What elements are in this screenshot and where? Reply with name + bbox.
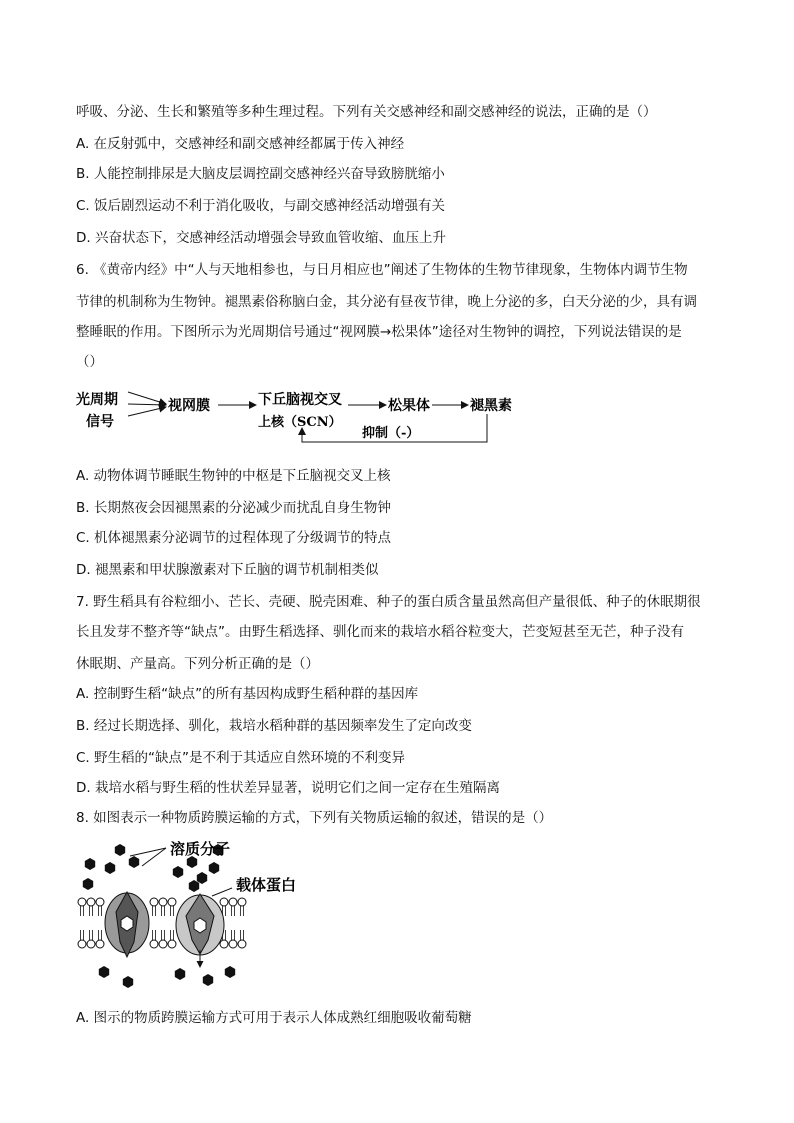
q7-stem-line-2: 长且发芽不整齐等“缺点”。由野生稻选择、驯化而来的栽培水稻谷粒变大，芒变短甚至无芒，种子没有: [76, 624, 684, 640]
q8-stem: 8. 如图表示一种物质跨膜运输的方式，下列有关物质运输的叙述，错误的是（）: [76, 810, 553, 826]
carrier-protein-2: [176, 894, 224, 967]
photoperiod-diagram: [72, 380, 532, 450]
scn-label-1: 下丘脑视交叉: [258, 392, 342, 408]
q7-option-b: B. 经过长期选择、驯化，栽培水稻种群的基因频率发生了定向改变: [76, 718, 472, 734]
q6-option-b: B. 长期熬夜会因褪黑素的分泌减少而扰乱自身生物钟: [76, 500, 391, 516]
signal-label-2: 信号: [86, 414, 114, 430]
q7-stem-line-1: 7. 野生稻具有谷粒细小、芒长、壳硬、脱壳困难、种子的蛋白质含量虽然高但产量很低、种子的休眠期很: [76, 594, 701, 610]
q7-option-d: D. 栽培水稻与野生稻的性状差异显著，说明它们之间一定存在生殖隔离: [76, 780, 500, 796]
carrier-label: 载体蛋白: [236, 876, 297, 894]
membrane-transport-diagram: [72, 832, 332, 992]
q5-option-d: D. 兴奋状态下，交感神经活动增强会导致血管收缩、血压上升: [76, 230, 446, 246]
q7-option-a: A. 控制野生稻“缺点”的所有基因构成野生稻种群的基因库: [76, 686, 419, 702]
q5-option-c: C. 饭后剧烈运动不利于消化吸收，与副交感神经活动增强有关: [76, 198, 446, 214]
q6-stem-line-1: 6. 《黄帝内经》中“人与天地相参也，与日月相应也”阐述了生物体的生物节律现象，生物体内调节生物: [76, 262, 688, 278]
signal-label-1: 光周期: [76, 392, 118, 408]
q6-stem-line-3: 整睡眠的作用。下图所示为光周期信号通过“视网膜→松果体”途径对生物钟的调控，下列说法错误的是: [76, 324, 682, 340]
solute-label: 溶质分子: [170, 840, 231, 858]
carrier-protein-1: [105, 892, 149, 957]
retina-label: 视网膜: [168, 398, 210, 414]
q6-stem-line-4: （）: [76, 354, 103, 370]
inhibit-label: 抑制（-）: [362, 426, 420, 441]
q5-stem: 呼吸、分泌、生长和繁殖等多种生理过程。下列有关交感神经和副交感神经的说法，正确的是（）: [76, 104, 657, 120]
q6-option-c: C. 机体褪黑素分泌调节的过程体现了分级调节的特点: [76, 530, 392, 546]
q7-option-c: C. 野生稻的“缺点”是不利于其适应自然环境的不利变异: [76, 750, 405, 766]
q6-option-a: A. 动物体调节睡眠生物钟的中枢是下丘脑视交叉上核: [76, 468, 391, 484]
q6-option-d: D. 褪黑素和甲状腺激素对下丘脑的调节机制相类似: [76, 562, 379, 578]
q5-option-b: B. 人能控制排尿是大脑皮层调控副交感神经兴奋导致膀胱缩小: [76, 166, 445, 182]
q7-stem-line-3: 休眠期、产量高。下列分析正确的是（）: [76, 656, 319, 672]
scn-label-2: 上核（SCN）: [258, 415, 342, 430]
q8-option-a: A. 图示的物质跨膜运输方式可用于表示人体成熟红细胞吸收葡萄糖: [76, 1010, 472, 1026]
melatonin-label: 褪黑素: [470, 398, 512, 414]
pineal-label: 松果体: [388, 398, 430, 414]
q6-stem-line-2: 节律的机制称为生物钟。褪黑素俗称脑白金，其分泌有昼夜节律，晚上分泌的多，白天分泌的少，具有调: [76, 294, 697, 310]
q5-option-a: A. 在反射弧中，交感神经和副交感神经都属于传入神经: [76, 136, 405, 152]
